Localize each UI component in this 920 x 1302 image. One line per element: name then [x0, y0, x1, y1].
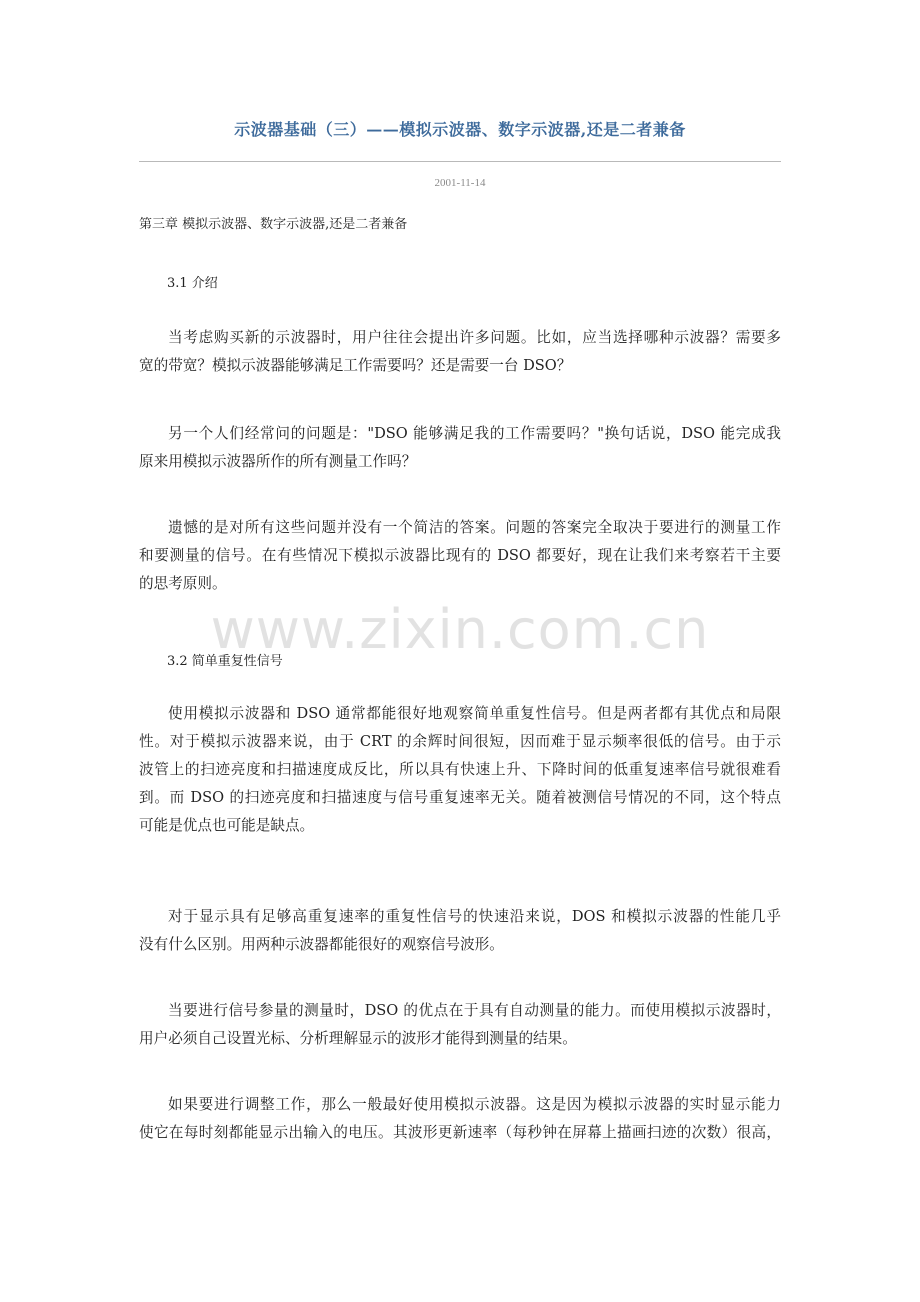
paragraph-line: 如果要进行调整工作，那么一般最好使用模拟示波器。这是因为模拟示波器的实时显示能力 [168, 1096, 781, 1113]
paragraph-line: 可能是优点也可能是缺点。 [139, 817, 315, 834]
paragraph-line: 波管上的扫迹亮度和扫描速度成反比，所以具有快速上升、下降时间的低重复速率信号就很难看 [139, 761, 781, 778]
paragraph-line: 和要测量的信号。在有些情况下模拟示波器比现有的 DSO 都要好，现在让我们来考察若干主要 [139, 547, 781, 564]
section-heading-repetitive-signals: 3.2 简单重复性信号 [167, 654, 283, 669]
article-title: 示波器基础（三）——模拟示波器、数字示波器,还是二者兼备 [234, 120, 686, 139]
paragraph-dso-question [139, 420, 781, 476]
paragraph-line: 另一个人们经常问的问题是："DSO 能够满足我的工作需要吗？"换句话说，DSO 能完成我 [168, 425, 781, 442]
section-heading-intro: 3.1 介绍 [167, 276, 218, 291]
paragraph-no-simple-answer [139, 514, 781, 598]
paragraph-line: 到。而 DSO 的扫迹亮度和扫描速度与信号重复速率无关。随着被测信号情况的不同，这个特点 [139, 789, 781, 806]
watermark: www.zixin.com.cn [210, 598, 710, 661]
paragraph-line: 没有什么区别。用两种示波器都能很好的观察信号波形。 [139, 936, 504, 953]
paragraph-line: 遗憾的是对所有这些问题并没有一个简洁的答案。问题的答案完全取决于要进行的测量工作 [168, 519, 781, 536]
paragraph-line: 原来用模拟示波器所作的所有测量工作吗？ [139, 453, 417, 470]
paragraph-line: 性。对于模拟示波器来说，由于 CRT 的余辉时间很短，因而难于显示频率很低的信号。由于示 [139, 733, 781, 750]
paragraph-line: 当要进行信号参量的测量时，DSO 的优点在于具有自动测量的能力。而使用模拟示波器时， [168, 1002, 781, 1019]
paragraph-line: 用户必须自己设置光标、分析理解显示的波形才能得到测量的结果。 [139, 1030, 577, 1047]
paragraph-line: 对于显示具有足够高重复速率的重复性信号的快速沿来说，DOS 和模拟示波器的性能几乎 [168, 908, 781, 925]
paragraph-line: 使它在每时刻都能显示出输入的电压。其波形更新速率（每秒钟在屏幕上描画扫迹的次数）很高， [139, 1124, 781, 1141]
paragraph-automatic-measurement [139, 997, 781, 1053]
title-divider [139, 161, 781, 162]
paragraph-adjustment-work [139, 1091, 781, 1147]
chapter-heading: 第三章 模拟示波器、数字示波器,还是二者兼备 [139, 217, 408, 232]
paragraph-fast-edges [139, 903, 781, 959]
paragraph-line: 使用模拟示波器和 DSO 通常都能很好地观察简单重复性信号。但是两者都有其优点和局限 [168, 705, 781, 722]
paragraph-line: 的思考原则。 [139, 575, 227, 592]
paragraph-purchase-questions [139, 324, 781, 380]
paragraph-line: 宽的带宽？模拟示波器能够满足工作需要吗？还是需要一台 DSO？ [139, 357, 572, 374]
paragraph-line: 当考虑购买新的示波器时，用户往往会提出许多问题。比如，应当选择哪种示波器？需要多 [168, 329, 781, 346]
paragraph-repetitive-signals [139, 700, 781, 840]
publish-date: 2001-11-14 [434, 177, 486, 189]
